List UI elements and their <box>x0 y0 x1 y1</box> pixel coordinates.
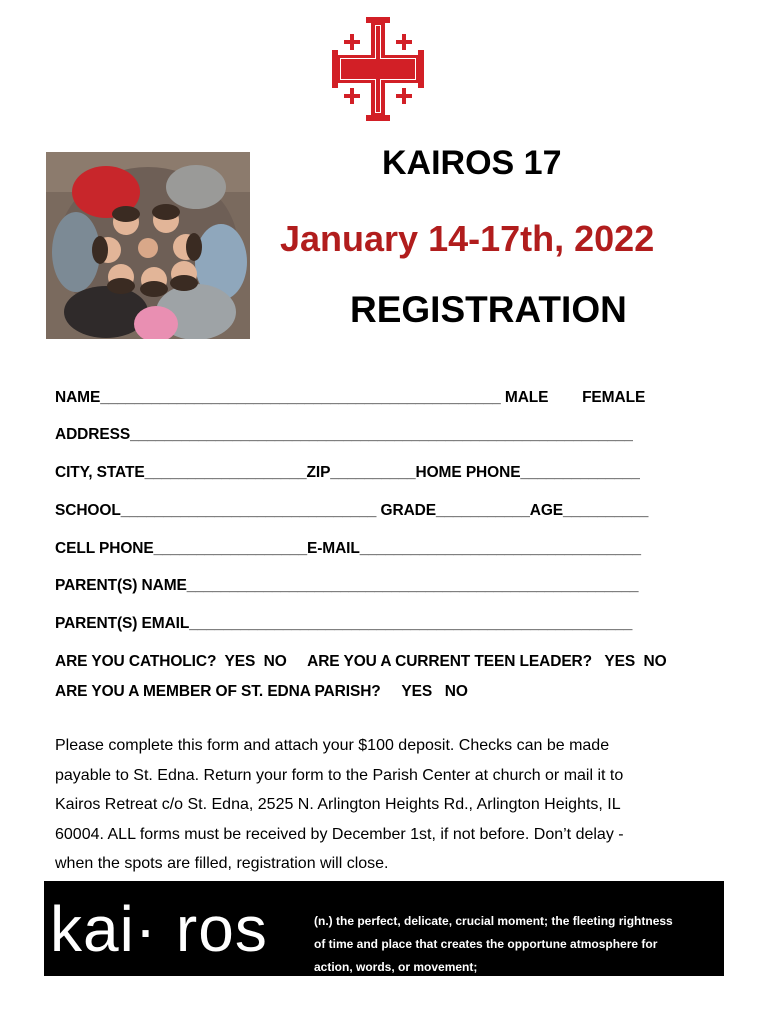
page-title: KAIROS 17 <box>382 144 562 182</box>
school-grade-age-field[interactable]: SCHOOL______________________________ GRADE___________AGE__________ <box>55 502 649 519</box>
instructions-line: Please complete this form and attach your $100 deposit. Checks can be made <box>55 737 610 754</box>
jerusalem-cross-icon <box>332 17 424 121</box>
instructions-line: payable to St. Edna. Return your form to the Parish Center at church or mail it to <box>55 766 624 784</box>
instructions-line: 60004. ALL forms must be received by December 1st, if not before. Don’t delay - <box>55 825 624 843</box>
name-field[interactable]: NAME_______________________________________________ MALE FEMALE <box>55 389 646 406</box>
registration-heading: REGISTRATION <box>350 289 627 330</box>
kairos-banner <box>44 881 724 976</box>
cell-phone-email-field[interactable]: CELL PHONE__________________E-MAIL_________________________________ <box>55 540 641 557</box>
parent-email-field[interactable]: PARENT(S) EMAIL____________________________________________________ <box>55 615 633 632</box>
definition-line: of time and place that creates the opportune atmosphere for <box>314 937 658 951</box>
instructions-line: when the spots are filled, registration will close. <box>55 855 389 872</box>
definition-line: (n.) the perfect, delicate, crucial moment; the fleeting rightness <box>314 914 673 928</box>
city-state-zip-phone-field[interactable]: CITY, STATE___________________ZIP__________HOME PHONE______________ <box>55 464 640 481</box>
event-dates: January 14-17th, 2022 <box>280 218 655 259</box>
kairos-definition <box>314 910 673 979</box>
parish-member-question[interactable]: ARE YOU A MEMBER OF ST. EDNA PARISH? YES NO <box>55 683 468 700</box>
instructions-line: Kairos Retreat c/o St. Edna, 2525 N. Arlington Heights Rd., Arlington Heights, IL <box>55 796 621 813</box>
address-field[interactable]: ADDRESS___________________________________________________________ <box>55 426 633 443</box>
group-photo <box>46 152 250 339</box>
kairos-wordmark: kai· ros <box>50 893 268 965</box>
catholic-teen-leader-question[interactable]: ARE YOU CATHOLIC? YES NO ARE YOU A CURRENT TEEN LEADER? YES NO <box>55 653 667 670</box>
instructions-paragraph <box>55 731 725 879</box>
definition-line: action, words, or movement; <box>314 960 478 974</box>
parent-name-field[interactable]: PARENT(S) NAME_____________________________________________________ <box>55 577 639 594</box>
